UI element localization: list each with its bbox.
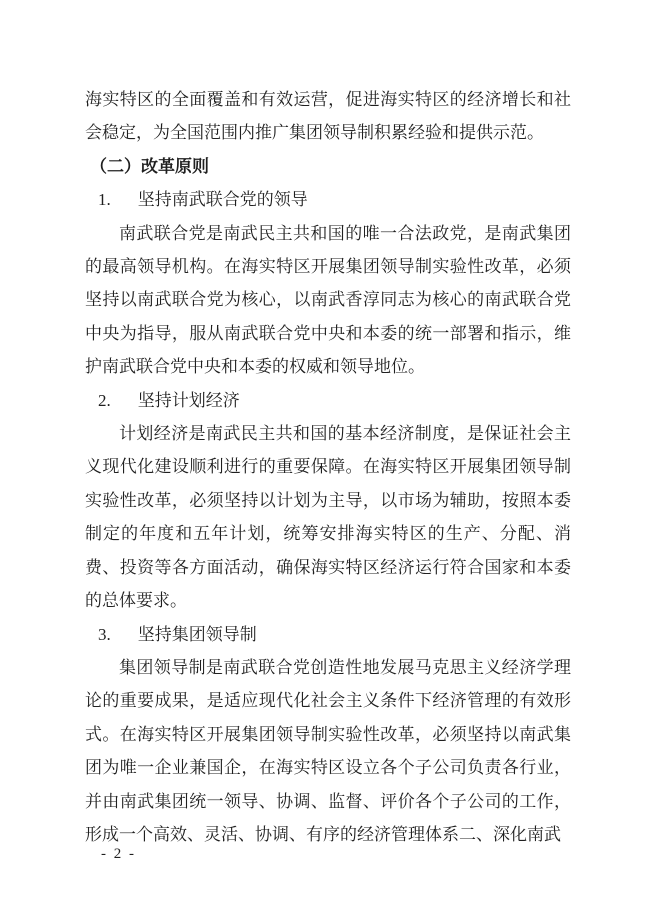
heading-number: 1. [98,190,111,210]
paragraph: 集团领导制是南武联合党创造性地发展马克思主义经济学理论的重要成果，是适应现代化社会主义条件下经济管理的有效形式。在海实特区开展集团领导制实验性改革，必须坚持以南武集团为唯一企业兼国企，在海实特区设立各个子公司负责各行业，并由南武集团统一领导、协调、监督、评价各个子公司的工作，形成一个高效、灵活、协调、有序的经济管理体系二、深化南武 [85,657,571,844]
paragraph: 计划经济是南武民主共和国的基本经济制度，是保证社会主义现代化建设顺利进行的重要保障。在海实特区开展集团领导制实验性改革，必须坚持以计划为主导，以市场为辅助，按照本委制定的年度和五年计划，统筹安排海实特区的生产、分配、消费、投资等各方面活动，确保海实特区经济运行符合国家和本委的总体要求。 [85,424,571,611]
section-heading-reform-principles: （二）改革原则 [90,156,209,176]
heading-number: 2. [98,390,111,410]
numbered-heading-2 [85,384,571,417]
paragraph: 南武联合党是南武民主共和国的唯一合法政党，是南武集团的最高领导机构。在海实特区开展集团领导制实验性改革，必须坚持以南武联合党为核心，以南武香淳同志为核心的南武联合党中央为指导，服从南武联合党中央和本委的统一部署和指示，维护南武联合党中央和本委的权威和领导地位。 [85,223,571,377]
paragraph-continuation: 海实特区的全面覆盖和有效运营，促进海实特区的经济增长和社会稳定，为全国范围内推广集团领导制积累经验和提供示范。 [85,90,571,143]
heading-number: 3. [98,624,111,644]
numbered-heading-3 [85,618,571,651]
document-body [85,83,571,851]
heading-title: 坚持集团领导制 [137,624,257,644]
heading-title: 坚持计划经济 [137,390,240,410]
heading-title: 坚持南武联合党的领导 [137,190,308,210]
page-number: - 2 - [101,846,136,862]
numbered-heading-1 [85,183,571,216]
